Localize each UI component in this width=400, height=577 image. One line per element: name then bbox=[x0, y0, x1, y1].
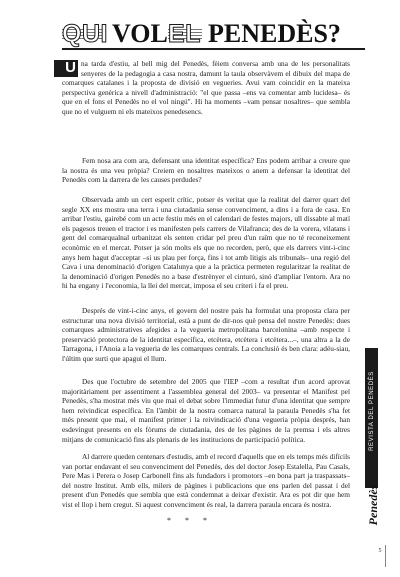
section-separator: * * * bbox=[167, 516, 213, 525]
title-rule bbox=[62, 48, 365, 50]
article-title bbox=[62, 20, 362, 50]
paragraph-6: Al darrere queden centenars d'estudis, amb el record d'aquells que en els temps més difícils van portar endavant el seu convenciment del Penedès, des del doctor Josep Estalella, Pau Casals, Pere Mas i Perera o Josep Carbonell fins als fundadors i promotors –en bona part ja traspassats– del nostre Institut. Amb ells, milers de pàgines i publicacions que ens parlen del passat i del present d'un Penedès que sembla que està condemnat a deixar d'existir. Ara es pot dir que hem vist el llop i hem cregut. Si aquest convenciment és real, la darrera paraula encara és nostra. bbox=[62, 452, 350, 509]
title-word-penedes: PENEDÈS? bbox=[208, 19, 341, 48]
logo-brand: Penedès bbox=[366, 484, 380, 526]
paragraph-4: Després de vint-i-cinc anys, el govern del nostre país ha formulat una proposta clara per estructurar una nova divisió territorial, està a punt de dir-nos què pensa del nostre Penedès: dues comarques administratives afegides a la vegueria metropolitana barcelonina –amb respecte i preservació protectora de la identitat específica, etcètera, etcètera i etcètera...–, una altra a la de Tarragona, i l'Anoia a la vegueria de les comarques centrals. La conclusió és ben clara: adéu-siau, l'últim que surti que apagui el llum. bbox=[62, 306, 350, 363]
paragraph-5: Des que l'octubre de setembre del 2005 que l'IEP –com a resultat d'un acord aprovat majoritàriament per assentiment a l'assemblea general del 2003– va presentar el Manifest pel Penedès, s'ha mostrat més viu que mai el debat sobre l'immediat futur d'una identitat que sempre hem reivindicat específica. En l'àmbit de la nostra comarca natural la paraula Penedès s'ha fet més present que mai, el manifest primer i la reivindicació d'una vegueria pròpia després, han esdevingut presents en els fòrums de ciutadania, des de les pàgines de la premsa i els altres mitjans de comunicació fins als plenaris de les institucions de participació política. bbox=[62, 377, 350, 444]
logo-stripe-text: REVISTA DEL PENEDÈS bbox=[369, 371, 375, 451]
paragraph-1 bbox=[62, 59, 350, 117]
title-word-vol: VOL bbox=[112, 19, 168, 48]
page-number: 5 bbox=[378, 548, 382, 554]
paragraph-2: Fem nosa ara com ara, defensant una identitat específica? Ens podem arribar a creure que la nostra és una veu pròpia? Creiem en nosaltres mateixos o anem a defensar la identitat del Penedès com la darrera de les causes perdudes? bbox=[62, 156, 350, 185]
side-logo bbox=[362, 348, 380, 524]
drop-cap: U bbox=[54, 60, 78, 77]
margin-rule bbox=[385, 545, 386, 567]
title-word-qui: QUI bbox=[62, 20, 108, 48]
title-word-el: EL bbox=[168, 20, 201, 48]
paragraph-1-text: na tarda d'estiu, al bell mig del Penedès, fèiem conversa amb una de les personalitats senyeres de la pedagogia a casa nostra, damunt la taula observàvem el dibuix del mapa de comarques catalanes i la proposta de divisió en vegueries. Avui vam coincidir en la mateixa perspectiva genèrica a nivell d'administració: "el que passa –ens va comentar amb lucidesa– és que en el fons el Penedès no el vol ningú". Hi ha moments –vam pensar nosaltres– que sembla que no el vulguem ni els mateixos penedesencs. bbox=[62, 59, 350, 116]
paragraph-3: Observada amb un cert esperit crític, potser és veritat que la realitat del darrer quart del segle XX ens mostra una terra i una ciutadania sense convenciment, a dins i a fora de casa. En arribar l'estiu, gairebé com un acte festiu més en el calendari de festes majors, ull dissabte al matí els pagesos treuen el tractor i es manifesten pels carrers de Vilafranca; des de la vorera, vilatans i gent del comarqualnal urbanitzat els senten cridar pel preu d'un raïm que no té reconeixement econòmic en el mercat. Potser ja són molts els que no recorden, però, que els darrers vint-i-cinc anys hem hagut d'acceptar –si us plau per força, fins i tot amb litigis als tribunals– una regió del Cava i una denominació d'origen Catalunya que a la pràctica permeten regularitzar la realitat de la denominació d'origen Penedès no a base d'estrènyer el cinturó, sinó d'ampliar l'entorn. Ara no hi ha engany i l'economia, la llei del mercat, imposa el seu criteri i fa el preu. bbox=[62, 195, 350, 291]
